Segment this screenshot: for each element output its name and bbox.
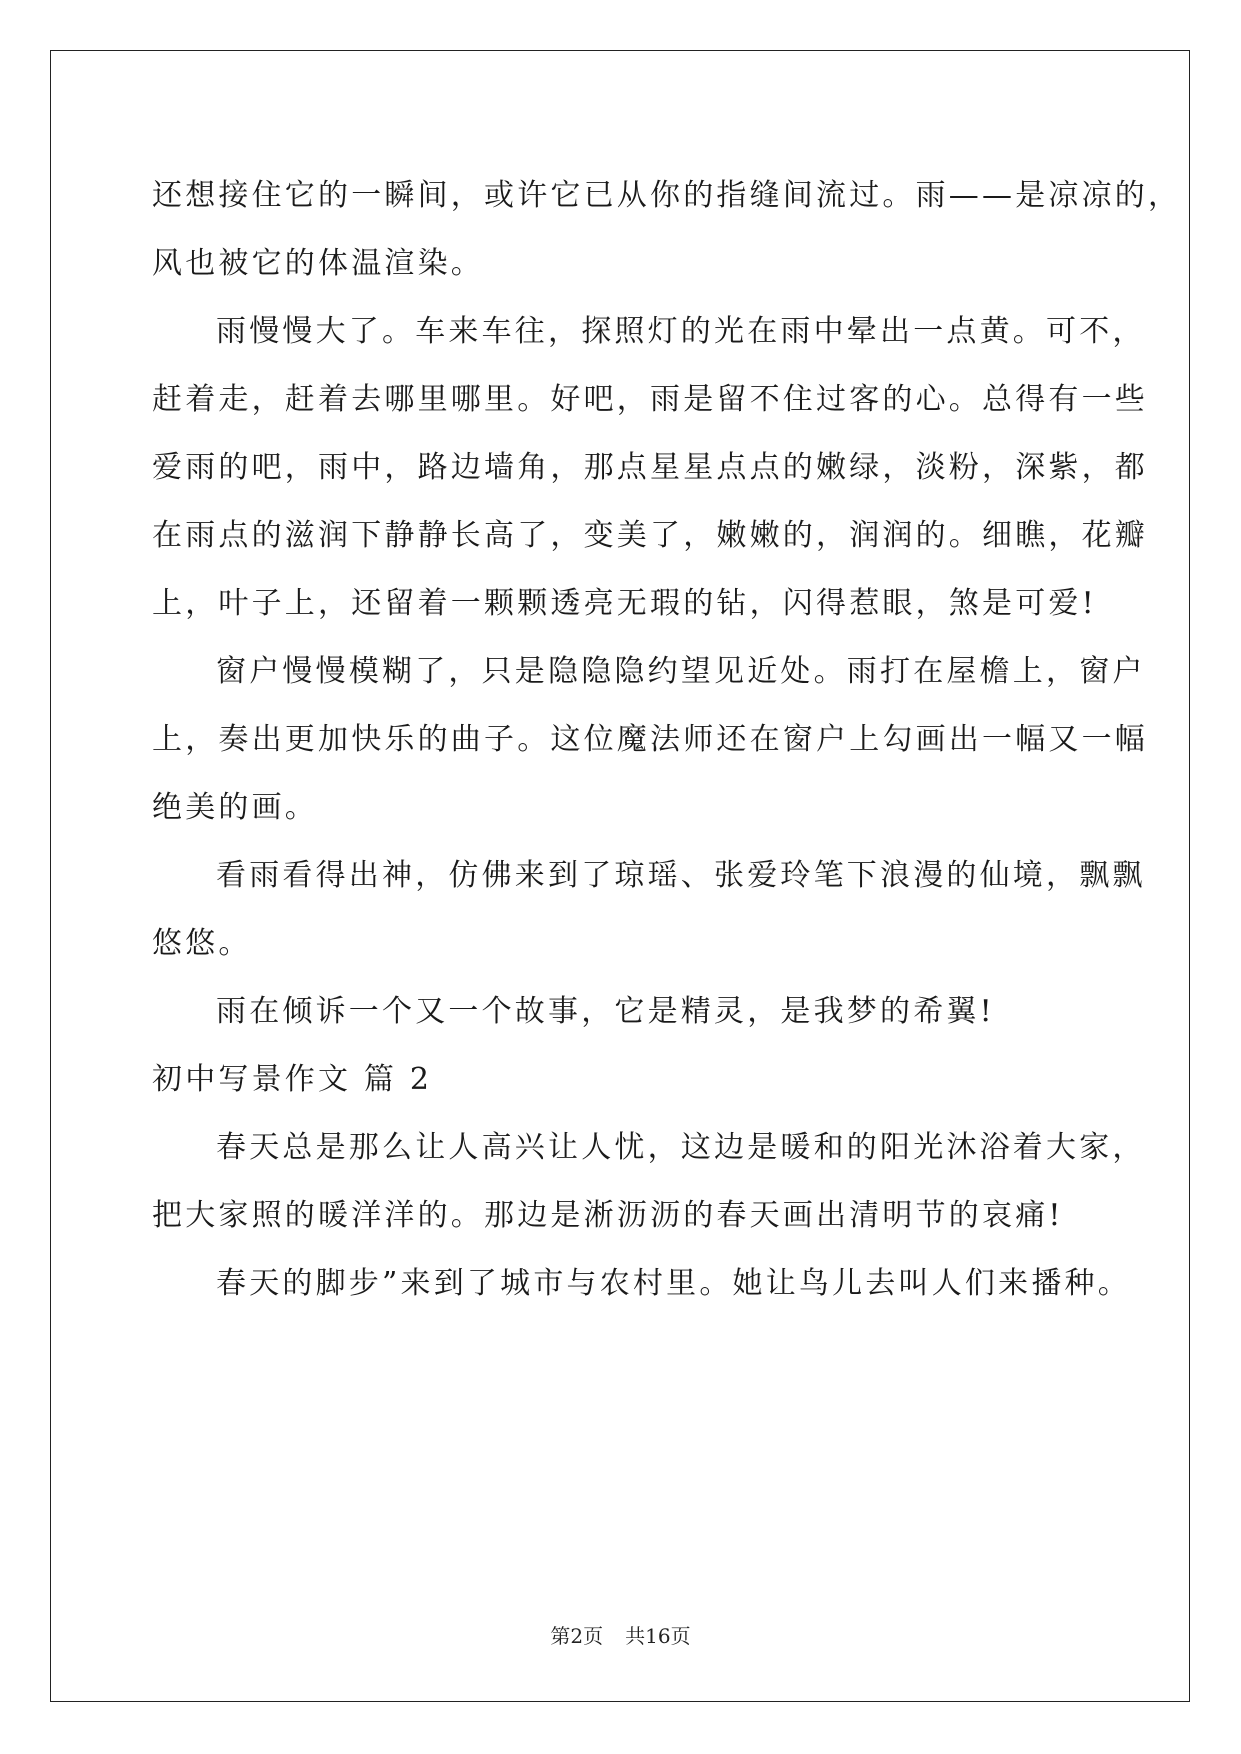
- page-number: 第2页: [550, 1624, 604, 1648]
- text-line-2: 风也被它的体温渲染。: [152, 246, 484, 281]
- section-heading: 初中写景作文 篇 2: [152, 1062, 433, 1097]
- text-line-13: 雨在倾诉一个又一个故事，它是精灵，是我梦的希翼!: [216, 994, 995, 1029]
- text-line-5: 爱雨的吧，雨中，路边墙角，那点星星点点的嫩绿，淡粉，深紫，都: [152, 450, 1148, 485]
- page-footer: [0, 1620, 1241, 1649]
- page-total: 共16页: [625, 1624, 691, 1648]
- text-line-16: 把大家照的暖洋洋的。那边是淅沥沥的春天画出清明节的哀痛!: [152, 1198, 1064, 1233]
- text-line-11: 看雨看得出神，仿佛来到了琼瑶、张爱玲笔下浪漫的仙境，飘飘: [216, 858, 1146, 893]
- text-line-17: 春天的脚步”来到了城市与农村里。她让鸟儿去叫人们来播种。: [216, 1266, 1131, 1301]
- text-line-9: 上，奏出更加快乐的曲子。这位魔法师还在窗户上勾画出一幅又一幅: [152, 722, 1148, 757]
- text-line-12: 悠悠。: [152, 926, 252, 961]
- text-line-7: 上，叶子上，还留着一颗颗透亮无瑕的钻，闪得惹眼，煞是可爱!: [152, 586, 1097, 621]
- text-line-3: 雨慢慢大了。车来车往，探照灯的光在雨中晕出一点黄。可不，: [216, 314, 1146, 349]
- text-line-15: 春天总是那么让人高兴让人忧，这边是暖和的阳光沐浴着大家，: [216, 1130, 1146, 1165]
- text-line-10: 绝美的画。: [152, 790, 318, 825]
- text-line-4: 赶着走，赶着去哪里哪里。好吧，雨是留不住过客的心。总得有一些: [152, 382, 1148, 417]
- text-line-6: 在雨点的滋润下静静长高了，变美了，嫩嫩的，润润的。细瞧，花瓣: [152, 518, 1148, 553]
- document-body: [152, 162, 1182, 1318]
- text-line-1: 还想接住它的一瞬间，或许它已从你的指缝间流过。雨——是凉凉的，: [152, 178, 1182, 213]
- text-line-8: 窗户慢慢模糊了，只是隐隐隐约望见近处。雨打在屋檐上，窗户: [216, 654, 1146, 689]
